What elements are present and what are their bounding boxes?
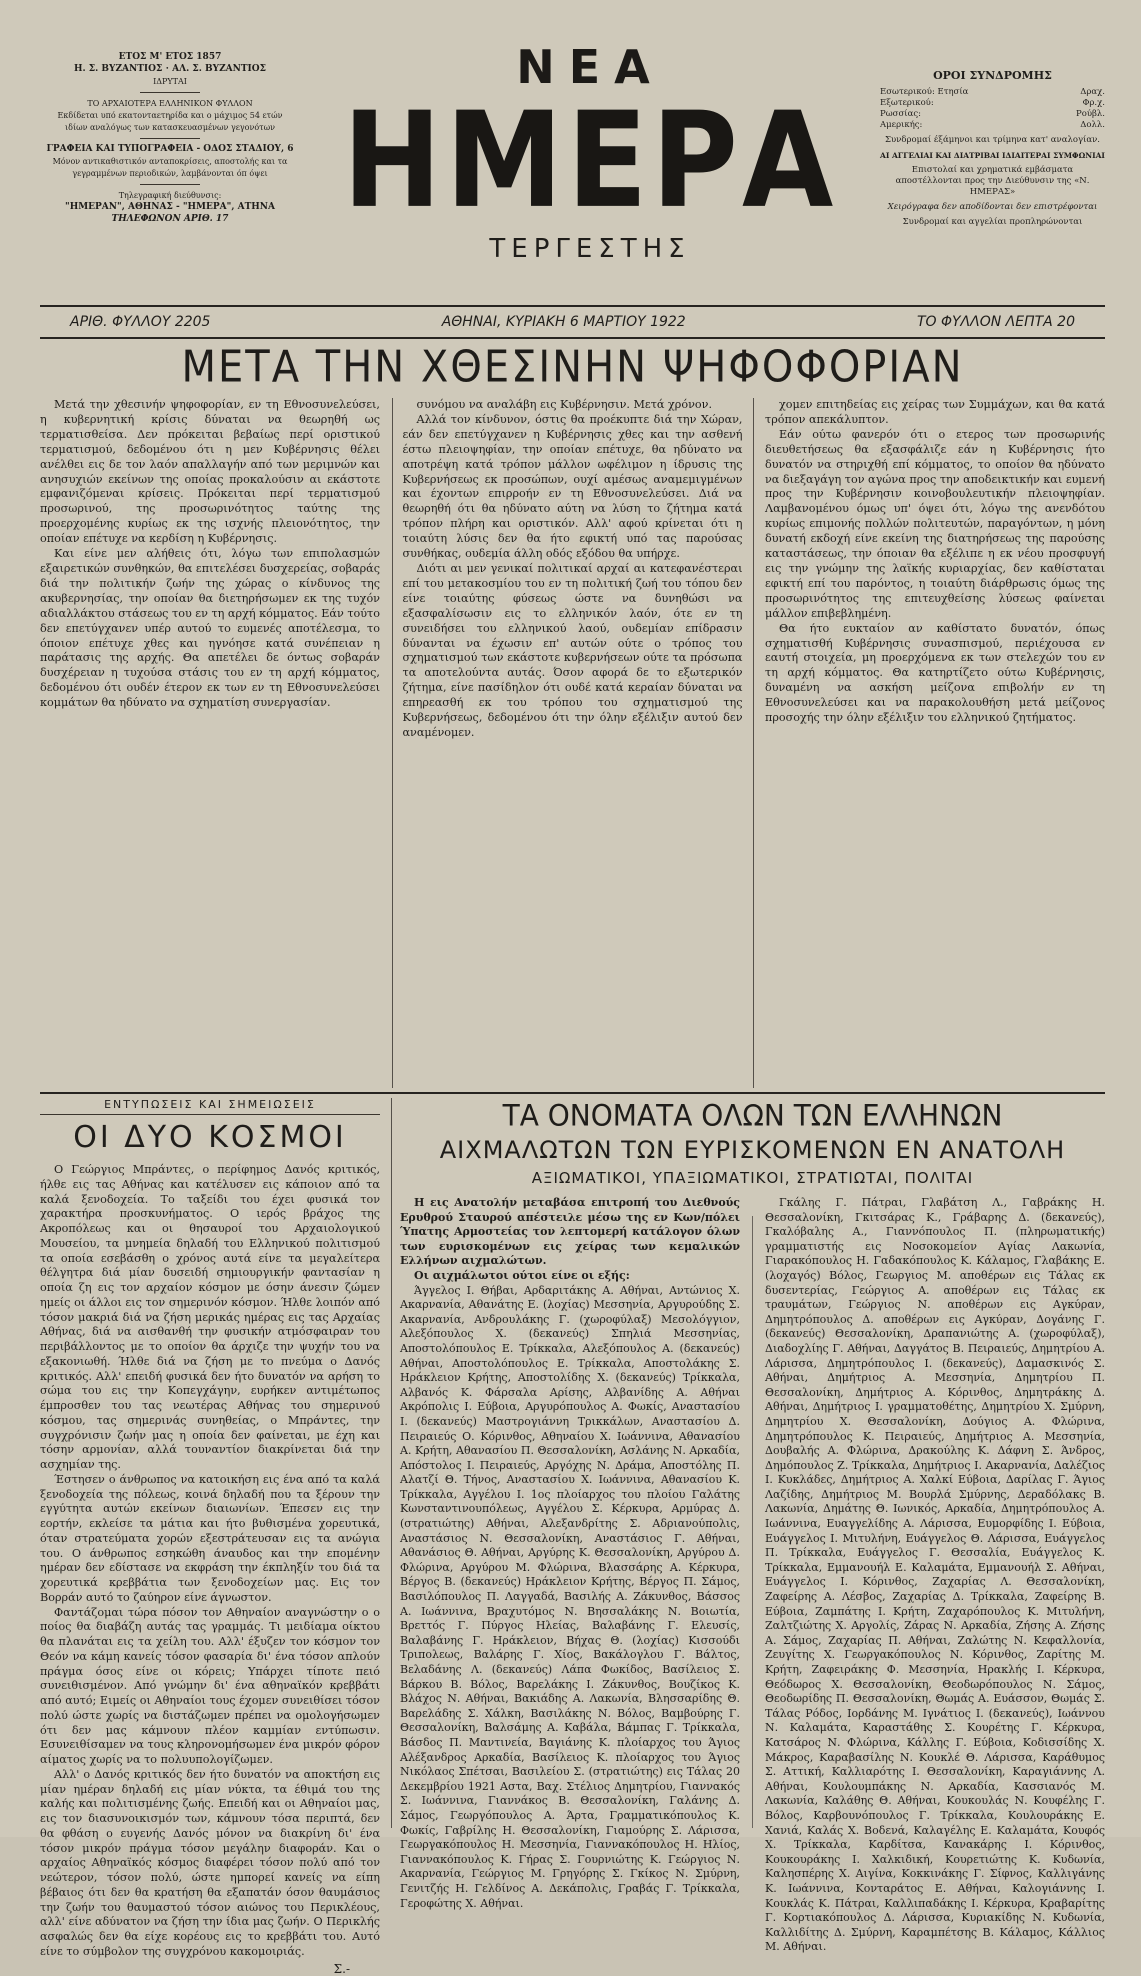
article-column-1	[40, 398, 380, 1088]
subscription-row	[880, 120, 1105, 131]
paragraph: Εάν ούτω φανερόν ότι ο ετερος των προσωρινής διευθετήσεως θα εξασφάλιζε εάν η Κυβέρνησις ήτο δυνατόν να στηριχθή επί κόμματος, το οποίον θα ηδύνατο να διεξαγάγη τον αγώνα προς την αποδεικτικήν και ευμενή προς την Κυβέρνησιν κοινοβουλευτικήν πλειοψηφίαν. Λαμβανομένου όμως υπ' όψει ότι, λόγω της ανενδότου κυρίως επιμονής πολλών πολιτευτών, παραγόντων, η μόνη δυνατή εκδοχή είνε εκείνη της διατηρήσεως της παρούσης καταστάσεως, την όποιαν θα εξέλιπε η εκ νέου προσφυγή εις την γνώμην της λαϊκής κυριαρχίας, δεν καθίσταται εφικτή επί του παρόντος, η τοιαύτη διάρθρωσις όμως της προσωρινότητος της επιτευχθείσης λύσεως φαίνεται μάλλον επιβεβλημένη.	[765, 428, 1105, 622]
article-column-3	[765, 398, 1105, 1088]
paragraph: Έστησεν ο άνθρωπος να κατοικήση εις ένα από τα καλά ξενοδοχεία της πόλεως, κοινά δηλαδή που τα ξέρουν την εγγύτητα αυτών εκείνων διαιωνίων. Έπεσεν εις την εορτήν, εκλείσε τα μάτια και ήτο βυθισμένα χορευτικά, όταν στρατεύματα χορών εξεστράτευσαν εις τα ανώγια του. Ο άνθρωπος εσηκώθη άναυδος και την επομένην ημέραν δεν εδίστασε να εκφράση την έκπληξίν του διά τα χορευτικά κρεββάτια των ξενοδοχείων μας. Εις τον Βορράν αυτό το ζαύηρον είνε άγνωστον.	[40, 1473, 380, 1606]
nameplate	[310, 40, 870, 266]
sub-label: Ρωσσίας:	[880, 109, 921, 120]
intro-line: Οι αιχμάλωτοι ούτοι είνε οι εξής:	[400, 1269, 740, 1284]
dateline	[40, 305, 1105, 339]
sub-value: Δολλ.	[1080, 120, 1105, 131]
nameplate-subtitle: ΤΕΡΓΕΣΤΗΣ	[310, 232, 870, 266]
sub-value: Ρούβλ.	[1076, 109, 1105, 120]
sub-label: Εσωτερικού: Ετησία	[880, 87, 968, 98]
prisoners-column-2	[765, 1196, 1105, 1816]
divider	[140, 138, 200, 139]
column-divider	[392, 398, 393, 1088]
section-divider	[40, 1092, 1105, 1094]
paragraph: Αλλά τον κίνδυνον, όστις θα προέκυπτε διά την Χώραν, εάν δεν επετύγχανεν η Κυβέρνησις χθες και την ασθενή έστω πλειοψηφίαν, την οποίαν επέτυχε, θα ηδύνατο να αποτρέψη κατά τρόπον μάλλον ωφέλιμον η ίδρυσις της Κυβερνήσεως εκ προσώπων, ουχί αμέσως αναμεμιγμένων και έχοντων επιρροήν εν τη Εθνοσυνελεύσει. Διά να θεωρηθή ότι θα ηδύνατο αύτη να λύση το ζήτημα κατά τρόπον πλήρη και οριστικόν. Αλλ' αφού κρίνεται ότι η τοιαύτη λύσις δεν θα ήτο εφικτή υπό τας παρούσας συνθήκας, ουδεμία άλλη οδός εξόδου θα υπήρχε.	[403, 413, 743, 562]
sub-value: Φρ.χ.	[1082, 98, 1105, 109]
article-column-2	[403, 398, 743, 1088]
advert-note: ΑΙ ΑΓΓΕΛΙΑΙ ΚΑΙ ΔΙΑΤΡΙΒΑΙ ΙΔΙΑΙΤΕΡΑΙ ΣΥΜΦΩΝΙΑΙ	[880, 150, 1105, 161]
sub-label: Εξωτερικού:	[880, 98, 934, 109]
names-list: Άγγελος Ι. Θήβαι, Αρδαριτάκης Α. Αθήναι, Αντώνιος Χ. Ακαρνανία, Αθανάτης Ε. (λοχίας) Μεσσηνία, Αργυρούδης Σ. Ακαρνανία, Ανδρουλάκης Γ. (χωροφύλαξ) Μεσολόγγιον, Αλεξόπουλος Χ. (δεκανεύς) Σπηλιά Μεσσηνίας, Αποστολόπουλος Ε. Τρίκκαλα, Αλεξόπουλος Α. (δεκανεύς) Αθήναι, Αποστολόπουλος Ε. Τρίκκαλα, Αποστολάκης Σ. Ηράκλειον Κρήτης, Αποστολίδης Χ. (δεκανεύς) Τρίκκαλα, Αλβανός Κ. Φάρσαλα Αρίσης, Αλβανίδης Α. Αθήναι Ακρόπολις Ι. Εύβοια, Αργυρόπουλος Α. Φωκίς, Αναστασίου Ι. (δεκανεύς) Μαστρογιάννη Τρικκάλων, Αναστασίου Δ. Πειραιεύς Ο. Κόρινθος, Αθηναίου Χ. Ιωάννινα, Αθανασίου Α. Κρήτη, Αθανασίου Π. Θεσσαλονίκη, Ασλάνης Ν. Αρκαδία, Απόστολος Ι. Πειραιεύς, Αργόχης Ν. Δράμα, Αποστόλης Π. Αλατζί Θ. Τήνος, Αναστασίου Χ. Ιωάννινα, Αθανασίου Κ. Τρίκκαλα, Αγγέλου Ι. 1ος πλοίαρχος του πλοίου Γαλάτης Κωνσταντινουπόλεως, Αγγέλου Σ. Κέρκυρα, Αρμύρας Δ. (στρατιώτης) Αθήναι, Αλεξανδρίτης Σ. Αδριανούπολις, Αναστάσιος Ν. Θεσσαλονίκη, Αναστάσιος Γ. Αθήναι, Αθανάσιος Θ. Αθήναι, Αργύρης Κ. Θεσσαλονίκη, Αργύρου Δ. Φλώρινα, Αργύρου Μ. Φλώρινα, Βλασσάρης Α. Κέρκυρα, Βέργος Β. (δεκανεύς) Ηράκλειον Κρήτης, Βέργος Π. Σάμος, Βασιλόπουλος Π. Λαγγαδά, Βασιλής Α. Ζάκυνθος, Βάσσος Α. Ιωάννινα, Βραχυτόμος Ν. Βησσαλάκης Ν. Βοιωτία, Βρεττός Γ. Πύργος Ηλείας, Βαλαβάνης Γ. Ελευσίς, Βαλαβάνης Γ. Ηράκλειον, Βήχας Θ. (λοχίας) Κισσούδι Τριπολεως, Βαλάρης Γ. Χίος, Βακάλογλου Γ. Βάλτος, Βελαδάνης Λ. (δεκανεύς) Λάπα Φωκίδος, Βασίλειος Σ. Βάρκου Β. Βόλος, Βαρελάκης Ι. Ζάκυνθος, Βουζίκος Κ. Βλάχος Ν. Αθήναι, Βακιάδης Α. Λακωνία, Βλησσαρίδης Θ. Βαρελάδης Σ. Χάλκη, Βασιλάκης Ν. Βόλος, Βαμβούρης Γ. Θεσσαλονίκη, Βαλσάμης Α. Καβάλα, Βάμπας Γ. Τρίκκαλα, Βάσδος Π. Μαντινεία, Βαγιάνης Κ. πλοίαρχος του Άγιος Αλέξανδρος Αρκαδία, Βασίλειος Κ. πλοίαρχος του Άγιος Νικόλαος Σπέτσαι, Βασιλείου Σ. (στρατιώτης) εις Τάλας 20 Δεκεμβρίου 1921 Αστα, Βαχ. Στέλιος Δημητρίου, Γιαννακός Σ. Ιωάννινα, Γιαννάκος Β. Θεσσαλονίκη, Γαλάνης Δ. Σάμος, Γεωργόπουλος Α. Άρτα, Γραμματικόπουλος Κ. Φωκίς, Γαβρίλης Η. Θεσσαλονίκη, Γιαμούρης Σ. Λάρισσα, Γεωργακόπουλος Η. Μεσσηνία, Γιαννακόπουλος Η. Ηλίος, Γιαννακόπουλος Κ. Γήρας Σ. Γουρνιώτης Κ. Γεώργιος Ν. Ακαρνανία, Γεώργιος Μ. Γρηγόρης Σ. Γκίκος Ν. Σμύρνη, Γενιτζής Η. Γελδίνος Α. Δεκάπολις, Γραβάς Γ. Τρίκκαλα, Γεροφώτης Χ. Αθήναι.	[400, 1284, 740, 1912]
paragraph: Αλλ' ο Δανός κριτικός δεν ήτο δυνατόν να αποκτήση εις μίαν ημέραν δηλαδή εις μίαν νύκτα, τα έθιμά του της καλής και πολιτισμένης ζωής. Επειδή και οι Αθηναίοι μας, εις τον διασυνοικισμόν των, κάμνουν τόσα περιπτά, δεν θα φθάση ο ευγενής Δανός μόνον να διακρίνη δι' ένα τόσον μικρόν πράγμα τόσον μεγάλην διαφοράν. Και ο αρχαίος Αθηναϊκός κόσμος διαφέρει τόσον πολύ από τον νεώτερον, τόσον πολύ, ώστε ημπορεί κανείς να είπη βέβαιος ότι δεν θα κρατήση θα εξαπατάν όσον θαυμάσιος την ζωήν του θαυμαστού τόσον αιώνος του Περικλέους, αλλ' είνε αδύνατον να ζήση την ίδια μας ζωήν. Ο Περικλής ασφαλώς δεν θα είχε κορέους εις το κρεββάτι του. Αυτό είνε το σύμβολον της συγχρόνου κακομοιριάς.	[40, 1768, 380, 1960]
prisoners-column-1	[400, 1196, 740, 1816]
paragraph: χομεν επιτηδείας εις χείρας των Συμμάχων, και θα κατά τρόπον απεκάλυπτον.	[765, 398, 1105, 428]
divider	[140, 92, 200, 93]
divider	[140, 184, 200, 185]
column-divider	[753, 398, 754, 1088]
subscription-note: Συνδρομαί έξάμηνοι και τρίμηνα κατ' αναλογίαν.	[880, 135, 1105, 146]
column-divider	[391, 1098, 392, 1828]
impressions-body	[40, 1163, 380, 1976]
paragraph: Φαντάζομαι τώρα πόσον τον Αθηναίον αναγνώστην ο ο ποίος θα διαβάζη αυτάς τας γραμμάς. Τι μειδίαμα οίκτου θα πλανάται εις τα χείλη του. Αλλ' έξυζεν τον κόσμον τον Θεόν να κάμη κανείς τόσον φασαρία δι' ένα τόσον απλούν πράγμα όσος είνε οι κόρεις; Υπάρχει τίποτε πειό συνειθισμένον. Από γνώμην δι' ένα αθηναϊκόν κρεββάτι από αυτό; Ειμείς οι Αθηναίοι τους έχομεν συνειθίσει τόσον πολύ ώστε χωρίς να διστάζωμεν πρέπει να ομολογήσωμεν ότι δεν μας κάμνουν πλέον καμμίαν εντύπωσιν. Εσυνειθίσαμεν να τους κληρονομήσωμεν ένα μικρόν φόρον αίματος χωρίς να το πολυυπολογίζωμεν.	[40, 1606, 380, 1768]
nameplate-main-title: ΗΜΕΡΑ	[310, 86, 870, 234]
subscription-heading: ΟΡΟΙ ΣΥΝΔΡΟΜΗΣ	[880, 70, 1105, 81]
author-signature: Σ.-	[40, 1962, 380, 1976]
telegraph-label: Τηλεγραφική διεύθυνσις:	[40, 190, 300, 201]
publication-note-1: Εκδίδεται υπό εκατονταετηρίδα και ο μάχιμος 54 ετών	[40, 110, 300, 121]
subscription-row	[880, 98, 1105, 109]
subscription-row	[880, 87, 1105, 98]
phone-number: ΤΗΛΕΦΩΝΟΝ ΑΡΙΘ. 17	[40, 214, 300, 225]
prisoners-subheadline: ΑΙΧΜΑΛΩΤΩΝ ΤΩΝ ΕΥΡΙΣΚΟΜΕΝΩΝ ΕΝ ΑΝΑΤΟΛΗ	[400, 1134, 1105, 1166]
issue-price: ΤΟ ΦΥΛΛΟΝ ΛΕΠΤΑ 20	[887, 314, 1105, 330]
masthead	[40, 40, 1105, 305]
paragraph: Ο Γεώργιος Μπράντες, ο περίφημος Δανός κριτικός, ήλθε εις τας Αθήνας και κατέλυσεν εις κάποιον από τα καλά ξενοδοχεία. Το ταξείδι του έχει φυσικά τον χαρακτήρα προσκυνήματος. Ο ιερός βράχος της Ακροπόλεως και οι θησαυροί του Αρχαιολογικού Μουσείου, τα μνημεία δηλαδή του Ελληνικού πολιτισμού τα οποία εσεβάσθη ο χρόνος αυτά είνε τα μεγαλείτερα θέλγητρα διά μίαν δυσειδή σημιουργικήν φαντασίαν η οποία ζη εις τον αρχαίον κόσμον με όσην άνεσιν ζώμεν ημείς οι άλλοι εις τον σημερινόν κόσμον. Ήλθε λοιπόν από τόσον μακριά διά να ζήση μερικάς ημέρας εις τας Αρχαίας Αθήνας, διά να αισθανθή την φυσικήν ατμόσφαιραν του περιβάλλοντος με το οποίον θα άρχιζε την ψυχήν του να εξακονιωθή. Ήλθε διά να ζήση με το πνεύμα ο Δανός κριτικός. Αλλ' επειδή φυσικά δεν ήτο δυνατόν να αρήση το σώμα του εις την Κοπεγχάγην, ευρήκεν αντιμέτωπος έμπροσθεν του τας νεωτέρας Αθήνας του σημερινού κόσμου, τας σημερινάς συνηθείας, ο Μπράντες, την συγχρόνισιν ζωήν μας η οποία δεν φαίνεται, με έχη και τόσην αρμονίαν, αλλά τουναντίον διακρίνεται διά την ασχημίαν της.	[40, 1163, 380, 1473]
paragraph: Μετά την χθεσινήν ψηφοφορίαν, εν τη Εθνοσυνελεύσει, η κυβερνητική κρίσις δύναται να θεωρηθή ως τερματισθείσα. Δεν πρόκειται βεβαίως περί οριστικού τερματισμού, δεδομένου ότι η μεν Κυβέρνησις θέλει ανέλθει εις δε τον λαόν απαλλαγήν από των μεριμνών και ανησυχιών εκείνων της οποίας προκαλούσιν αι εκάστοτε εμφανιζόμεναι κρίσεις. Πρόκειται περί τερματισμού προσωρινού, της προσωρινότητος ταύτης της προερχομένης κυρίως εκ της ισχνής πλειονότητος, την οποίαν επέτυχε να κερδίση η Κυβέρνησις.	[40, 398, 380, 547]
subscription-row	[880, 109, 1105, 120]
offices-line: ΓΡΑΦΕΙΑ ΚΑΙ ΤΥΠΟΓΡΑΦΕΙΑ - ΟΔΟΣ ΣΤΑΔΙΟΥ, 6	[40, 144, 300, 155]
names-list: Γκάλης Γ. Πάτραι, Γλαβάτση Λ., Γαβράκης Η. Θεσσαλονίκη, Γκιτσάρας Κ., Γράβαρης Δ. (δεκανεύς), Γκαλόβαλης Α., Γιαννόπουλος Π. (πληρωματικής) γραμματιστής εις Νοσοκομείον Αγίας Λακωνία, Γιαρακόπουλος Η. Γαδακόπουλος Κ. Κάλαμος, Γλαβάκης Ε. (λοχαγός) Βόλος, Γεωργιος Μ. αποθέρων εις Τάλας εκ δυσεντερίας, Γεώργιος Α. αποθέρων εις Τάλας εκ τραυμάτων, Γεώργιος Ν. αποθέρων εις Αγκύραν, Δημητρόπουλος Δ. αποθέρων εις Αγκύραν, Δογάνης Γ. (δεκανεύς) Θεσσαλονίκη, Δραπανιώτης Α. (χωροφύλαξ), Διαδοχλίης Γ. Αθήναι, Δαγγάτος Β. Πειραιεύς, Δημητρίου Α. Λάρισσα, Δημητρόπουλος Ι. (δεκανεύς), Δαμασκινός Σ. Αθήναι, Δημήτριος Α. Μεσσηνία, Δημητρίου Π. Θεσσαλονίκη, Δημήτριος Α. Κόρινθος, Δημητράκης Δ. Αθήναι, Δημήτριος Ι. γραμματοθέτης, Δημητρίου Χ. Σμύρνη, Δημητρίου Χ. Θεσσαλονίκη, Δούγιος Α. Φλώρινα, Δημητρόπουλος Κ. Πειραιεύς, Δημήτριος Α. Μεσσηνία, Δουβαλής Α. Φλώρινα, Δρακούλης Κ. Δάφνη Σ. Άνδρος, Δημόπουλος Ζ. Τρίκκαλα, Δημήτριος Ι. Ακαρνανία, Δαλέζιος Ι. Κυκλάδες, Δημήτριος Α. Χαλκί Εύβοια, Δαρίλας Γ. Άγιος Λαζίδης, Δημήτριος Μ. Βουρλά Σμύρνης, Δεραδόλακς Β. Λακωνία, Δημάτης Θ. Ιωνικός, Αρκαδία, Δημητρόπουλος Α. Ιωάννινα, Ευαγγελίδης Α. Λάρισσα, Ευμορφίδης Ι. Εύβοια, Ευάγγελος Ι. Μιτυλήνη, Ευάγγελος Θ. Λάρισσα, Ευάγγελος Π. Τρίκκαλα, Ευάγγελος Γ. Θεσσαλία, Ευάγγελος Κ. Τρίκκαλα, Εμμανουήλ Ε. Καλαμάτα, Εμμανουήλ Σ. Αθήναι, Ευάγγελος Ι. Κόρινθος, Ζαχαρίας Λ. Θεσσαλονίκη, Ζαφείρης Α. Λέσβος, Ζαχαρίας Δ. Τρίκκαλα, Ζαφείρης Β. Εύβοια, Ζαμπάτης Ι. Κρήτη, Ζαχαρόπουλος Κ. Μιτυλήνη, Ζαλτζιώτης Χ. Αργολίς, Ζάρας Ν. Αρκαδία, Ζήσης Α. Ζήσης Α. Σάμος, Ζαχαρίας Π. Αθήναι, Ζαλώτης Ν. Κεφαλλονία, Ζευγίτης Χ. Γεωργακόπουλος Ν. Κόρινθος, Ζαρίτης Μ. Κρήτη, Ζαφειράκης Φ. Μεσσηνία, Ηρακλής Ι. Κέρκυρα, Θεόδωρος Χ. Θεσσαλονίκη, Θεοδωρόπουλος Ν. Σάμος, Θεοδωρίδης Π. Θεσσαλονίκη, Θωμάς Α. Ευάσσον, Θωμάς Σ. Τάλας Ρόδος, Ιορδάνης Μ. Ιγνάτιος Ι. (δεκανεύς), Ιωάννου Ν. Καλαμάτα, Καραστάθης Σ. Κουρέτης Γ. Κέρκυρα, Κατσάρος Ν. Φλώρινα, Κάλλης Γ. Εύβοια, Κοδισσίδης Χ. Μάκρος, Καραβασίλης Ν. Κουκλέ Θ. Λάρισσα, Καράθυμος Σ. Αττική, Καλλιαρότης Ι. Θεσσαλονίκη, Καραγιάννης Λ. Αθήναι, Κουλουμπάκης Ν. Αρκαδία, Κασσιανός Μ. Λακωνία, Καλάθης Θ. Αθήναι, Κουκουλάς Ν. Κουφέλης Γ. Βόλος, Καρβουνόπουλος Γ. Τρίκκαλα, Κουλουράκης Ε. Χανιά, Καλάς Χ. Βοδενά, Καλαγέλης Ε. Καλαμάτα, Κουφός Χ. Τρίκκαλα, Καρδίτσα, Κανακάρης Ι. Κόρινθος, Κουκουράκης Ι. Χαλκιδική, Κουρετιώτης Κ. Κυδωνία, Καλησπέρης Χ. Αιγίνα, Κοκκινάκης Γ. Σίφνος, Καλλιγάνης Κ. Ιωάννινα, Κονταράτος Ε. Αθήναι, Καλογιάννης Ι. Κουκλάς Κ. Πάτραι, Καλλιπαδάκης Ι. Κέρκυρα, Κραβαρίτης Γ. Κορτιακόπουλος Δ. Λάρισσα, Κυριακίδης Ν. Κυδωνία, Καλλιδίτης Δ. Σμύρνη, Καραμπέτσης Β. Κάλαμος, Κάλλιος Μ. Αθήναι.	[765, 1196, 1105, 1955]
correspondence-note-1: Μόνον αντικαθιστικόν ανταποκρίσεις, αποστολής και τα	[40, 156, 300, 167]
paragraph: Και είνε μεν αλήθεις ότι, λόγω των επιπολασμών εξαιρετικών συνθηκών, θα επιτελέσει δυσχερείας, σοβαράς διά την πολιτικήν ζωήν της χώρας ο κίνδυνος της ακυβερνησίας, την οποίαν θα διετηρήσωμεν εκ της τυχόν αδιαλλάκτου στάσεως του εν τη αρχή κόμματος. Εάν τούτο δεν επετύγχανεν υπέρ αυτού το ευμενές αποτέλεσμα, το όποιον επέτυχε χθες και ηγνόησε κατά συνέπειαν η παράτασις της αρχής. Θα απετέλει δε όντως σοβαράν δυσχέρειαν η τυχούσα στάσις του εν τη αρχή κόμματος, δεδομένου ότι ουδέν έτερον εκ των εν τη Εθνοσυνελεύσει κομμάτων θα ηδύνατο να σχηματίση συνεργασίαν.	[40, 547, 380, 711]
paragraph: συνόμου να αναλάβη εις Κυβέρνησιν. Μετά χρόνον.	[403, 398, 743, 413]
column-divider	[752, 1216, 753, 1828]
lead-paragraph: Η εις Ανατολήν μεταβάσα επιτροπή του Διεθνούς Ερυθρού Σταυρού απέστειλε μέσω της εν Κων/πόλει Ύπατης Αρμοστείας τον λεπτομερή κατάλογον όλων των ευρισκομένων εις χείρας των κεμαλικών Ελλήνων αιχμαλώτων.	[400, 1196, 740, 1269]
prepayment-note: Συνδρομαί και αγγελίαι προπληρώνονται	[880, 217, 1105, 228]
paragraph: Διότι αι μεν γενικαί πολιτικαί αρχαί αι κατεφανέστεραι επί του μετακοσμίου του εν τη πολιτική ζωή του τόπου δεν είνε τοιαύτης φύσεως ώστε να δυνηθώσι να εξασφαλίσωσιν εις το ελληνικόν λαόν, ότε εν τη συνειδήσει του ελληνικού λαού, ουδεμίαν επίδρασιν δύνανται να έχωσιν επ' αυτών ούτε ο τρόπος του σχηματισμού των εκάστοτε κυβερνήσεων ούτε τα πρόσωπα τα αποτελούντα αυτάς. Όσον αφορά δε το εξωτερικόν ζήτημα, είνε πασίδηλον ότι ουδέ κατά κεραίαν δύναται να επηρεασθή εκ του τρόπου του σχηματισμού της Κυβερνήσεως, δεδομένου ότι την όλην εξέλιξιν αυτού δεν αναμένομεν.	[403, 562, 743, 741]
main-headline: ΜΕΤΑ ΤΗΝ ΧΘΕΣΙΝΗΝ ΨΗΦΟΦΟΡΙΑΝ	[40, 337, 1105, 396]
issue-date: ΑΘΗΝΑΙ, ΚΥΡΙΑΚΗ 6 ΜΑΡΤΙΟΥ 1922	[412, 314, 716, 330]
paragraph: Θα ήτο ευκταίον αν καθίστατο δυνατόν, όπως σχηματισθή Κυβέρνησις συνασπισμού, περιέχουσα εν εαυτή στοιχεία, μη προερχόμενα εκ των στελεχών του εν τη αρχή κόμματος. Θα κατηρτίζετο ούτω Κυβέρνησις, δυναμένη να ασκήση μείζονα επιβολήν εν τη Εθνοσυνελεύσει και να παρακολουθήση μετά μείζονος προσοχής την όλην εξέλιξιν του ελληνικού ζητήματος.	[765, 622, 1105, 726]
founders-line: Η. Σ. ΒΥΖΑΝΤΙΟΣ ⋅ ΑΛ. Σ. ΒΥΖΑΝΤΙΟΣ	[40, 64, 300, 75]
founders-label: ΙΔΡΥΤΑΙ	[40, 76, 300, 87]
correspondence-note-2: γεγραμμένων περιοδικών, λαμβάνονται όπ όψει	[40, 168, 300, 179]
sub-label: Αμερικής:	[880, 120, 922, 131]
manuscripts-note: Χειρόγραφα δεν αποδίδονται δεν επιστρέφονται	[880, 202, 1105, 213]
letters-note: Επιστολαί και χρηματικά εμβάσματα αποστέλλονται προς την Διεύθυνσιν της «Ν. ΗΜΕΡΑΣ»	[880, 165, 1105, 198]
publication-note-2: ιδίων αναλόγως των κατασκευασμένων γεγονότων	[40, 122, 300, 133]
oldest-paper-line: ΤΟ ΑΡΧΑΙΟΤΕΡΑ ΕΛΛΗΝΙΚΟΝ ΦΥΛΛΟΝ	[40, 98, 300, 109]
impressions-title: ΟΙ ΔΥΟ ΚΟΣΜΟΙ	[40, 1117, 380, 1159]
founding-line: ΕΤΟΣ Μ' ΕΤΟΣ 1857	[40, 52, 300, 63]
subscription-terms	[880, 70, 1105, 228]
sub-value: Δραχ.	[1080, 87, 1105, 98]
nameplate-small-title: ΝΕΑ	[310, 40, 870, 94]
main-article	[40, 398, 1105, 1088]
prisoners-categories: ΑΞΙΩΜΑΤΙΚΟΙ, ΥΠΑΞΙΩΜΑΤΙΚΟΙ, ΣΤΡΑΤΙΩΤΑΙ, ΠΟΛΙΤΑΙ	[400, 1166, 1105, 1190]
issue-number: ΑΡΙΘ. ΦΥΛΛΟΥ 2205	[40, 314, 240, 330]
impressions-column	[40, 1098, 380, 1828]
publisher-info	[40, 52, 300, 226]
prisoners-headline: ΤΑ ΟΝΟΜΑΤΑ ΟΛΩΝ ΤΩΝ ΕΛΛΗΝΩΝ	[400, 1097, 1105, 1135]
section-kicker: ΕΝΤΥΠΩΣΕΙΣ ΚΑΙ ΣΗΜΕΙΩΣΕΙΣ	[40, 1098, 380, 1115]
telegraph-address: "ΗΜΕΡΑΝ", ΑΘΗΝΑΣ - "ΗΜΕΡΑ", ΑΤΗΝΑ	[40, 202, 300, 213]
